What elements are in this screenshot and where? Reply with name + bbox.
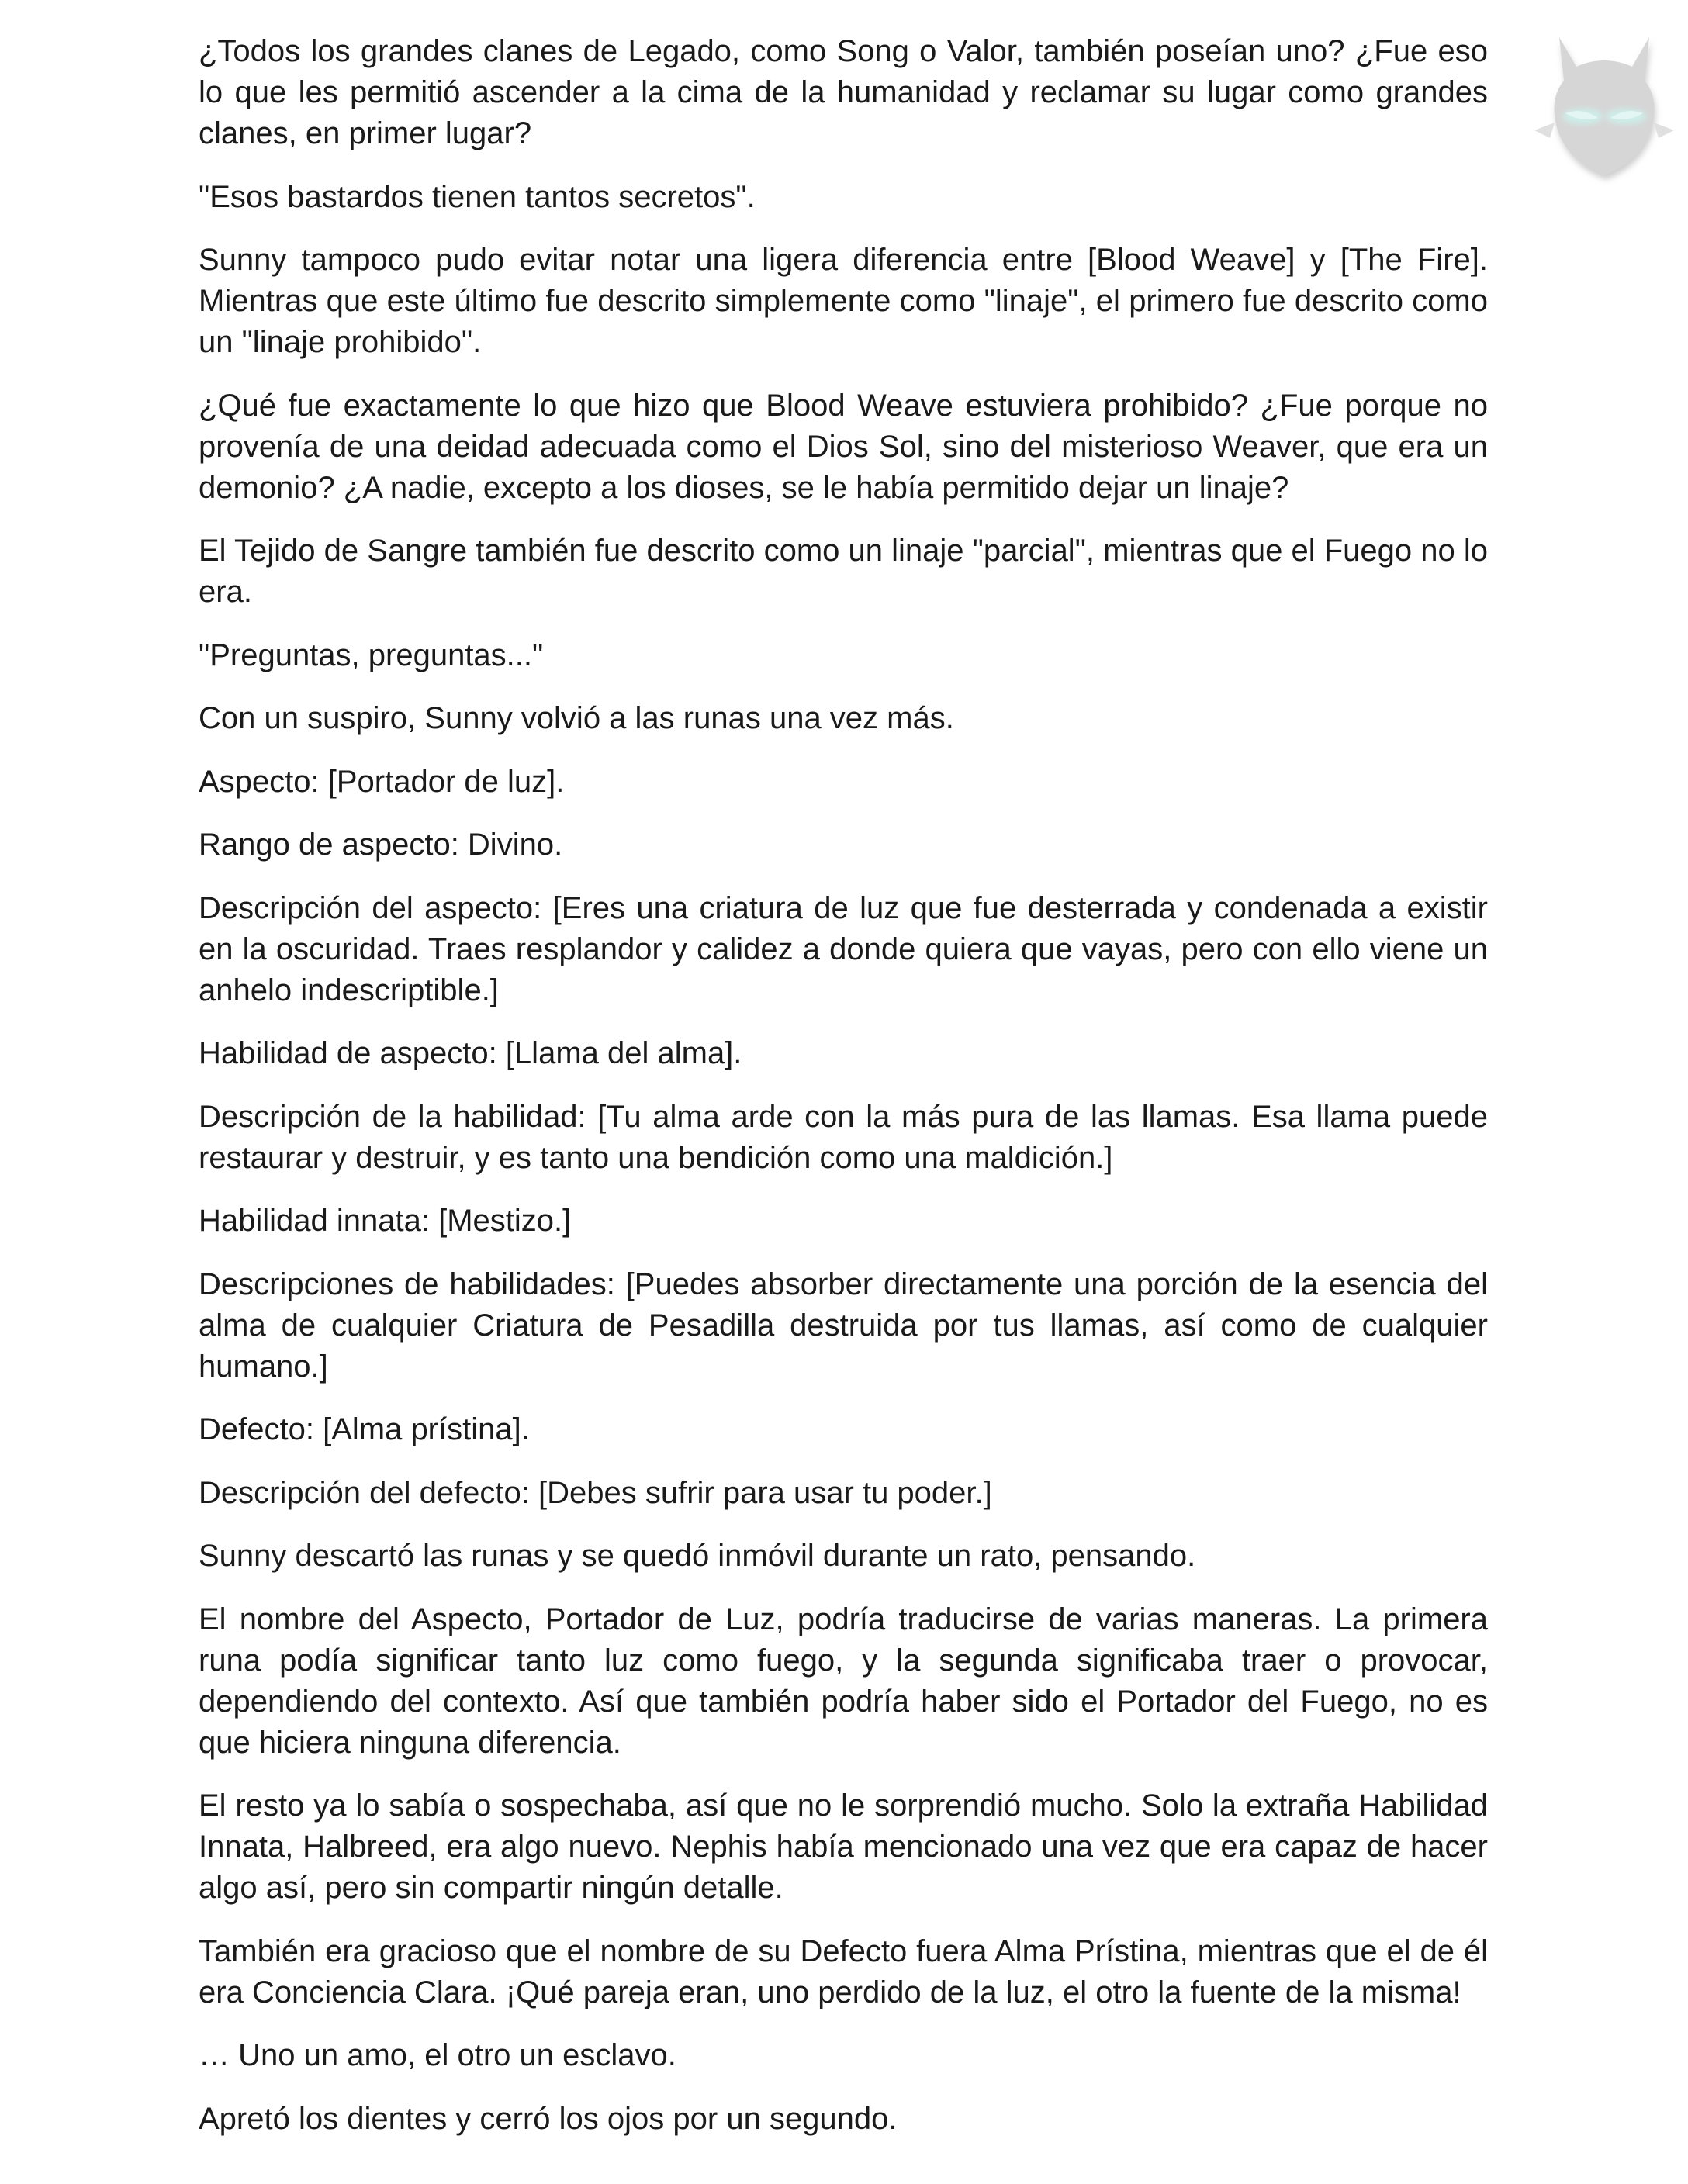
paragraph: Descripción del defecto: [Debes sufrir para usar tu poder.] bbox=[199, 1475, 992, 1510]
paragraph: Habilidad de aspecto: [Llama del alma]. bbox=[199, 1036, 742, 1070]
paragraph: Sunny tampoco pudo evitar notar una ligera diferencia entre [Blood Weave] y [The Fire]. Mientras que este último fue descrito simplemente como "linaje", el primero fue descrito como un "linaje prohibido". bbox=[199, 243, 1488, 359]
paragraph: … Uno un amo, el otro un esclavo. bbox=[199, 2038, 676, 2072]
paragraph: "Preguntas, preguntas..." bbox=[199, 638, 544, 672]
paragraph: Con un suspiro, Sunny volvió a las runas una vez más. bbox=[199, 701, 954, 735]
paragraph: Defecto: [Alma prístina]. bbox=[199, 1412, 530, 1446]
paragraph: También era gracioso que el nombre de su Defecto fuera Alma Prístina, mientras que el de él era Conciencia Clara. ¡Qué pareja eran, uno perdido de la luz, el otro la fuente de la misma! bbox=[199, 1933, 1488, 2009]
demon-head-svg bbox=[1527, 14, 1682, 185]
paragraph: Habilidad innata: [Mestizo.] bbox=[199, 1204, 572, 1238]
paragraph: ¿Todos los grandes clanes de Legado, como Song o Valor, también poseían uno? ¿Fue eso lo que les permitió ascender a la cima de la humanidad y reclamar su lugar como grandes clanes, en primer lugar? bbox=[199, 34, 1488, 150]
paragraph: Descripción de la habilidad: [Tu alma arde con la más pura de las llamas. Esa llama puede restaurar y destruir, y es tanto una bendición como una maldición.] bbox=[199, 1099, 1488, 1175]
paragraph: Rango de aspecto: Divino. bbox=[199, 828, 563, 862]
paragraph: Descripción del aspecto: [Eres una criatura de luz que fue desterrada y condenada a existir en la oscuridad. Traes resplandor y calidez a donde quiera que vayas, pero con ello viene un anhelo indescriptible.] bbox=[199, 890, 1488, 1007]
paragraph: El nombre del Aspecto, Portador de Luz, podría traducirse de varias maneras. La primera runa podía significar tanto luz como fuego, y la segunda significaba traer o provocar, dependiendo del contexto. Así que también podría haber sido el Portador del Fuego, no es que hiciera ninguna diferencia. bbox=[199, 1602, 1488, 1760]
paragraph: ¿Qué fue exactamente lo que hizo que Blood Weave estuviera prohibido? ¿Fue porque no provenía de una deidad adecuada como el Dios Sol, sino del misterioso Weaver, que era un demonio? ¿A nadie, excepto a los dioses, se le había permitido dejar un linaje? bbox=[199, 388, 1488, 505]
paragraph: El resto ya lo sabía o sospechaba, así que no le sorprendió mucho. Solo la extraña Habilidad Innata, Halbreed, era algo nuevo. Nephis había mencionado una vez que era capaz de hacer algo así, pero sin compartir ningún detalle. bbox=[199, 1788, 1488, 1905]
paragraph: Aspecto: [Portador de luz]. bbox=[199, 764, 565, 799]
paragraph: Apretó los dientes y cerró los ojos por un segundo. bbox=[199, 2101, 898, 2136]
paragraph: Descripciones de habilidades: [Puedes absorber directamente una porción de la esencia del alma de cualquier Criatura de Pesadilla destruida por tus llamas, así como de cualquier humano.] bbox=[199, 1267, 1488, 1384]
paragraph: "Esos bastardos tienen tantos secretos". bbox=[199, 179, 756, 214]
paragraph: El Tejido de Sangre también fue descrito como un linaje "parcial", mientras que el Fuego no lo era. bbox=[199, 534, 1488, 609]
paragraph: Sunny descartó las runas y se quedó inmóvil durante un rato, pensando. bbox=[199, 1539, 1196, 1573]
document-body bbox=[199, 31, 1488, 2162]
demon-head-watermark-icon bbox=[1527, 14, 1682, 185]
